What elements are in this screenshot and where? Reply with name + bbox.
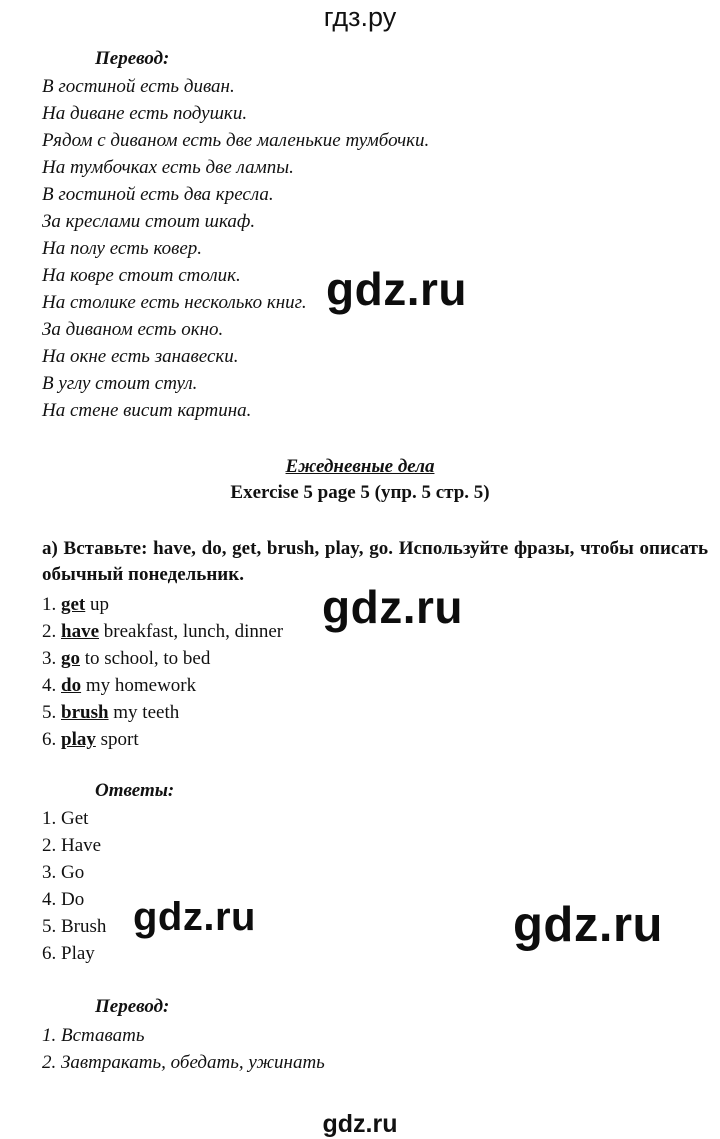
translation-line: На полу есть ковер.: [42, 238, 203, 259]
answer-line: 1. Get: [42, 808, 89, 829]
watermark: gdz.ru: [326, 263, 467, 315]
list-item: 2. have breakfast, lunch, dinner: [42, 621, 284, 642]
translation-line: На окне есть занавески.: [42, 346, 239, 367]
exercise-title: Exercise 5 page 5 (упр. 5 стр. 5): [230, 482, 490, 503]
watermark: gdz.ru: [322, 581, 463, 633]
translation-list: [42, 73, 429, 424]
answer-word: get: [61, 594, 86, 615]
answer-word: go: [61, 648, 80, 669]
list-item: 1. get up: [42, 594, 110, 615]
list-item: 5. brush my teeth: [42, 702, 180, 723]
answer-line: 6. Play: [42, 943, 95, 964]
translation-line: За креслами стоит шкаф.: [42, 211, 256, 232]
watermark: gdz.ru: [513, 898, 663, 952]
translation-line: На тумбочках есть две лампы.: [42, 157, 294, 178]
site-header: гдз.ру: [323, 2, 397, 32]
translation-heading: Перевод:: [95, 996, 170, 1017]
section-title: Ежедневные дела: [285, 456, 435, 477]
answer-word: play: [61, 729, 96, 750]
translation-line: На стене висит картина.: [42, 400, 252, 421]
translation-line: На столике есть несколько книг.: [42, 292, 307, 313]
answers-list: [42, 805, 106, 967]
translation-line: На ковре стоит столик.: [42, 265, 241, 286]
task-instruction: a) Вставьте: have, do, get, brush, play, go. Используйте фразы, чтобы описать обычный понедельник.: [42, 538, 708, 585]
translation-list: [42, 1022, 325, 1076]
exercise-list: [42, 591, 283, 753]
answer-line: 2. Have: [42, 835, 102, 856]
translation-line: 2. Завтракать, обедать, ужинать: [42, 1052, 325, 1073]
answer-word: brush: [61, 702, 109, 723]
answers-heading: Ответы:: [95, 780, 175, 801]
answer-word: have: [61, 621, 99, 642]
translation-heading: Перевод:: [95, 48, 170, 69]
list-item: 4. do my homework: [42, 675, 197, 696]
translation-line: 1. Вставать: [42, 1025, 145, 1046]
translation-line: За диваном есть окно.: [42, 319, 224, 340]
list-item: 6. play sport: [42, 729, 139, 750]
translation-line: В гостиной есть диван.: [42, 76, 235, 97]
answer-line: 5. Brush: [42, 916, 107, 937]
translation-line: В гостиной есть два кресла.: [42, 184, 274, 205]
translation-line: В углу стоит стул.: [42, 373, 198, 394]
watermark: gdz.ru: [133, 895, 256, 939]
translation-line: Рядом с диваном есть две маленькие тумбочки.: [42, 130, 430, 151]
answer-line: 4. Do: [42, 889, 85, 910]
answer-line: 3. Go: [42, 862, 85, 883]
translation-line: На диване есть подушки.: [42, 103, 248, 124]
list-item: 3. go to school, to bed: [42, 648, 211, 669]
site-footer: gdz.ru: [322, 1110, 398, 1138]
answer-word: do: [61, 675, 82, 696]
